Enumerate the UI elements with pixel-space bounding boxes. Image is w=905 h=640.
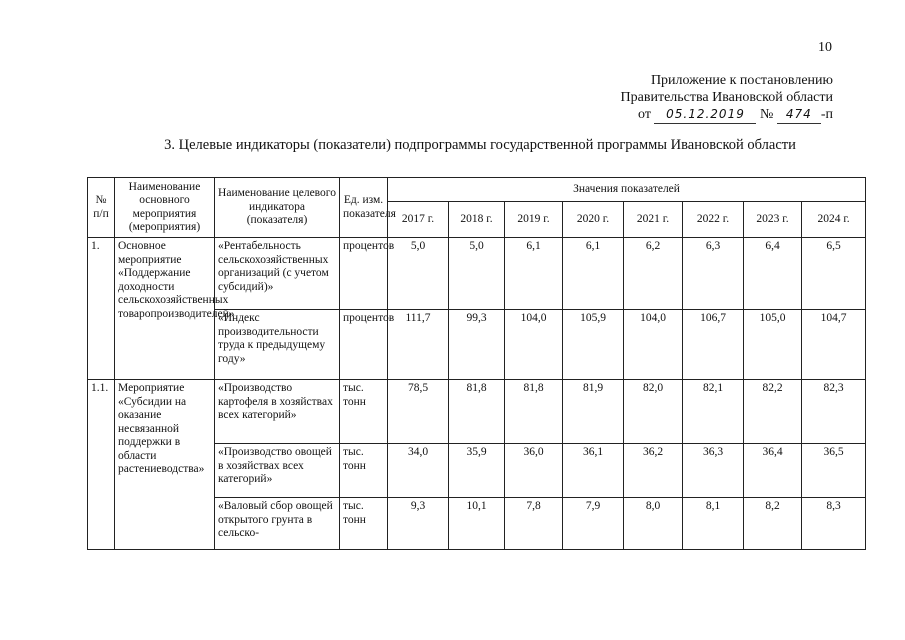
value-cell: 81,8 bbox=[449, 380, 505, 444]
value-cell: 82,1 bbox=[683, 380, 744, 444]
value-cell: 34,0 bbox=[388, 444, 449, 498]
header-year: 2017 г. bbox=[388, 202, 449, 238]
value-cell: 8,3 bbox=[802, 498, 866, 550]
value-cell: 8,2 bbox=[744, 498, 802, 550]
value-cell: 105,0 bbox=[744, 310, 802, 380]
value-cell: 81,9 bbox=[563, 380, 624, 444]
appendix-line-1: Приложение к постановлению bbox=[650, 73, 833, 88]
value-cell: 6,3 bbox=[683, 238, 744, 310]
value-cell: 82,0 bbox=[624, 380, 683, 444]
value-cell: 5,0 bbox=[388, 238, 449, 310]
row-event: Основное мероприятие «Поддержание доходности сельскохозяйственных товаропроизводителей» bbox=[115, 238, 215, 380]
table-row bbox=[88, 380, 866, 444]
header-year: 2022 г. bbox=[683, 202, 744, 238]
value-cell: 7,8 bbox=[505, 498, 563, 550]
value-cell: 36,0 bbox=[505, 444, 563, 498]
value-cell: 9,3 bbox=[388, 498, 449, 550]
row-unit: тыс. тонн bbox=[340, 444, 388, 498]
handwritten-number: 474 bbox=[777, 106, 821, 124]
value-cell: 99,3 bbox=[449, 310, 505, 380]
row-unit: процентов bbox=[340, 310, 388, 380]
value-cell: 104,7 bbox=[802, 310, 866, 380]
value-cell: 6,4 bbox=[744, 238, 802, 310]
value-cell: 111,7 bbox=[388, 310, 449, 380]
row-num: 1. bbox=[88, 238, 115, 380]
value-cell: 78,5 bbox=[388, 380, 449, 444]
row-unit: процентов bbox=[340, 238, 388, 310]
header-unit: Ед. изм. показателя bbox=[340, 178, 388, 238]
row-indicator: «Индекс производительности труда к предыдущему году» bbox=[215, 310, 340, 380]
header-values: Значения показателей bbox=[388, 178, 866, 202]
value-cell: 104,0 bbox=[505, 310, 563, 380]
appendix-header bbox=[493, 72, 833, 124]
header-year: 2023 г. bbox=[744, 202, 802, 238]
value-cell: 82,3 bbox=[802, 380, 866, 444]
value-cell: 6,1 bbox=[505, 238, 563, 310]
table-row bbox=[88, 238, 866, 310]
row-indicator: «Производство картофеля в хозяйствах всех категорий» bbox=[215, 380, 340, 444]
row-unit: тыс. тонн bbox=[340, 380, 388, 444]
indicators-table bbox=[87, 177, 866, 550]
value-cell: 10,1 bbox=[449, 498, 505, 550]
value-cell: 8,1 bbox=[683, 498, 744, 550]
document-title: 3. Целевые индикаторы (показатели) подпрограммы государственной программы Ивановской области bbox=[164, 137, 796, 153]
number-label: № bbox=[759, 107, 774, 122]
value-cell: 6,5 bbox=[802, 238, 866, 310]
appendix-line-2: Правительства Ивановской области bbox=[620, 90, 833, 105]
value-cell: 36,4 bbox=[744, 444, 802, 498]
header-year: 2019 г. bbox=[505, 202, 563, 238]
value-cell: 36,1 bbox=[563, 444, 624, 498]
value-cell: 105,9 bbox=[563, 310, 624, 380]
header-num: № п/п bbox=[88, 178, 115, 238]
header-year: 2024 г. bbox=[802, 202, 866, 238]
header-year: 2021 г. bbox=[624, 202, 683, 238]
value-cell: 81,8 bbox=[505, 380, 563, 444]
value-cell: 6,1 bbox=[563, 238, 624, 310]
number-suffix: -п bbox=[820, 107, 833, 122]
header-indicator: Наименование целевого индикатора (показателя) bbox=[215, 178, 340, 238]
row-indicator: «Производство овощей в хозяйствах всех категорий» bbox=[215, 444, 340, 498]
value-cell: 6,2 bbox=[624, 238, 683, 310]
value-cell: 35,9 bbox=[449, 444, 505, 498]
value-cell: 82,2 bbox=[744, 380, 802, 444]
value-cell: 36,3 bbox=[683, 444, 744, 498]
header-year: 2020 г. bbox=[563, 202, 624, 238]
row-indicator: «Валовый сбор овощей открытого грунта в сельско- bbox=[215, 498, 340, 550]
row-num: 1.1. bbox=[88, 380, 115, 550]
from-label: от bbox=[638, 107, 651, 122]
value-cell: 5,0 bbox=[449, 238, 505, 310]
header-year: 2018 г. bbox=[449, 202, 505, 238]
appendix-line-3 bbox=[493, 106, 833, 124]
row-unit: тыс. тонн bbox=[340, 498, 388, 550]
row-event: Мероприятие «Субсидии на оказание несвязанной поддержки в области растениеводства» bbox=[115, 380, 215, 550]
value-cell: 104,0 bbox=[624, 310, 683, 380]
row-indicator: «Рентабельность сельскохозяйственных организаций (с учетом субсидий)» bbox=[215, 238, 340, 310]
page-number: 10 bbox=[818, 40, 832, 55]
header-event: Наименование основного мероприятия (мероприятия) bbox=[115, 178, 215, 238]
value-cell: 36,2 bbox=[624, 444, 683, 498]
value-cell: 7,9 bbox=[563, 498, 624, 550]
handwritten-date: 05.12.2019 bbox=[654, 106, 756, 124]
value-cell: 8,0 bbox=[624, 498, 683, 550]
value-cell: 106,7 bbox=[683, 310, 744, 380]
value-cell: 36,5 bbox=[802, 444, 866, 498]
